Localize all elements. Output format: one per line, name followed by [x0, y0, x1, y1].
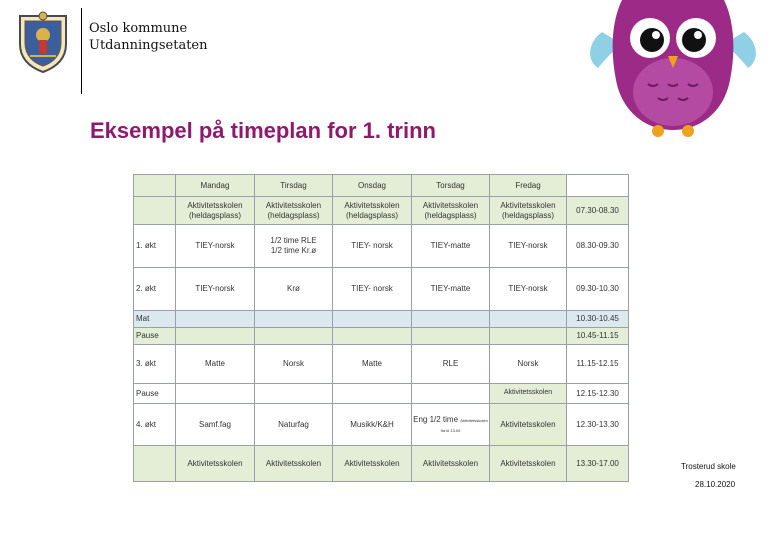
cell-line: Aktivitetsskolen — [422, 200, 479, 210]
time-cell: 08.30-09.30 — [567, 225, 629, 268]
schedule-cell: Matte — [176, 345, 255, 384]
row-label: Mat — [134, 311, 176, 328]
schedule-cell: TIEY- norsk — [333, 268, 412, 311]
row-label: Pause — [134, 328, 176, 345]
schedule-cell: Musikk/K&H — [333, 404, 412, 446]
row-label: 4. økt — [134, 404, 176, 446]
schedule-cell — [176, 328, 255, 345]
timetable — [133, 174, 629, 482]
row-label: Pause — [134, 384, 176, 404]
time-cell: 11.15-12.15 — [567, 345, 629, 384]
schedule-cell — [333, 328, 412, 345]
schedule-cell: Aktivitetsskolen — [490, 384, 567, 404]
corner-cell — [134, 175, 176, 197]
schedule-cell — [412, 311, 490, 328]
schedule-cell — [333, 311, 412, 328]
time-cell: 10.45-11.15 — [567, 328, 629, 345]
afternoon-row — [134, 446, 629, 482]
schedule-cell — [412, 328, 490, 345]
morning-row — [134, 197, 629, 225]
school-name: Trosterud skole — [681, 462, 736, 471]
break-row-1 — [134, 328, 629, 345]
row-label-cell — [134, 197, 176, 225]
lesson-row-4 — [134, 404, 629, 446]
schedule-cell: Krø — [255, 268, 333, 311]
cell-line: (heldagsplass) — [345, 210, 399, 220]
row-label: 3. økt — [134, 345, 176, 384]
schedule-cell: RLE — [412, 345, 490, 384]
meal-row — [134, 311, 629, 328]
time-cell: 12.30-13.30 — [567, 404, 629, 446]
schedule-cell: Aktivitetsskolen — [490, 446, 567, 482]
cell-line: (heldagsplass) — [501, 210, 555, 220]
cell-line: Aktivitetsskolen — [187, 200, 243, 210]
schedule-cell — [176, 311, 255, 328]
schedule-cell: Norsk — [490, 345, 567, 384]
lesson-row-3 — [134, 345, 629, 384]
schedule-cell: TIEY-norsk — [490, 225, 567, 268]
days-header-row — [134, 175, 629, 197]
schedule-cell — [490, 328, 567, 345]
cell-line: Aktivitetsskolen — [500, 200, 556, 210]
page-title: Eksempel på timeplan for 1. trinn — [90, 118, 436, 143]
cell-line: (heldagsplass) — [188, 210, 242, 220]
time-cell: 07.30-08.30 — [567, 197, 629, 225]
schedule-cell — [412, 384, 490, 404]
schedule-cell: TIEY-matte — [412, 225, 490, 268]
day-header: Torsdag — [412, 175, 490, 197]
org-department: Utdanningsetaten — [89, 38, 208, 53]
schedule-cell: Aktivitetsskolen — [412, 446, 490, 482]
time-cell: 12.15-12.30 — [567, 384, 629, 404]
schedule-cell: Matte — [333, 345, 412, 384]
schedule-cell: TIEY-norsk — [490, 268, 567, 311]
oslo-coat-of-arms-logo — [14, 10, 72, 74]
day-header: Onsdag — [333, 175, 412, 197]
cell-line: (heldagsplass) — [424, 210, 477, 220]
row-label-cell — [134, 446, 176, 482]
schedule-cell: Norsk — [255, 345, 333, 384]
lesson-row-2 — [134, 268, 629, 311]
schedule-cell — [490, 197, 567, 225]
schedule-cell: Aktivitetsskolen — [333, 446, 412, 482]
schedule-cell: Aktivitetsskolen — [490, 404, 567, 446]
schedule-cell — [255, 311, 333, 328]
cell-line: Aktivitetsskolen — [265, 200, 322, 210]
break-row-2 — [134, 384, 629, 404]
schedule-cell: TIEY-norsk — [176, 225, 255, 268]
schedule-cell — [176, 384, 255, 404]
time-header-cell — [567, 175, 629, 197]
cell-line: Eng 1/2 time — [413, 414, 459, 424]
schedule-cell — [176, 197, 255, 225]
org-name: Oslo kommune — [89, 21, 188, 36]
cell-note: fra kl 13.00 — [440, 427, 461, 433]
schedule-cell — [333, 197, 412, 225]
schedule-cell: Samf.fag — [176, 404, 255, 446]
schedule-cell: TIEY- norsk — [333, 225, 412, 268]
cell-line: Aktivitetsskolen — [344, 200, 400, 210]
schedule-cell — [255, 384, 333, 404]
schedule-cell — [412, 197, 490, 225]
day-header: Fredag — [490, 175, 567, 197]
schedule-cell: Aktivitetsskolen — [255, 446, 333, 482]
cell-note: Aktivitetsskolen — [460, 417, 488, 423]
schedule-cell — [333, 384, 412, 404]
schedule-cell — [255, 328, 333, 345]
schedule-cell: TIEY-norsk — [176, 268, 255, 311]
schedule-cell — [255, 225, 333, 268]
date-label: 28.10.2020 — [695, 480, 736, 489]
row-label: 2. økt — [134, 268, 176, 311]
schedule-cell — [255, 197, 333, 225]
cell-line: (heldagsplass) — [267, 210, 320, 220]
day-header: Mandag — [176, 175, 255, 197]
header-divider — [81, 8, 82, 94]
time-cell: 13.30-17.00 — [567, 446, 629, 482]
day-header: Tirsdag — [255, 175, 333, 197]
schedule-cell: TIEY-matte — [412, 268, 490, 311]
schedule-cell — [490, 311, 567, 328]
cell-line: 1/2 time Kr.ø — [270, 246, 317, 255]
schedule-cell: Naturfag — [255, 404, 333, 446]
row-label: 1. økt — [134, 225, 176, 268]
schedule-cell — [412, 404, 490, 446]
time-cell: 10.30-10.45 — [567, 311, 629, 328]
lesson-row-1 — [134, 225, 629, 268]
cell-line: 1/2 time RLE — [270, 236, 317, 246]
owl-illustration — [588, 0, 758, 140]
time-cell: 09.30-10.30 — [567, 268, 629, 311]
schedule-cell: Aktivitetsskolen — [176, 446, 255, 482]
